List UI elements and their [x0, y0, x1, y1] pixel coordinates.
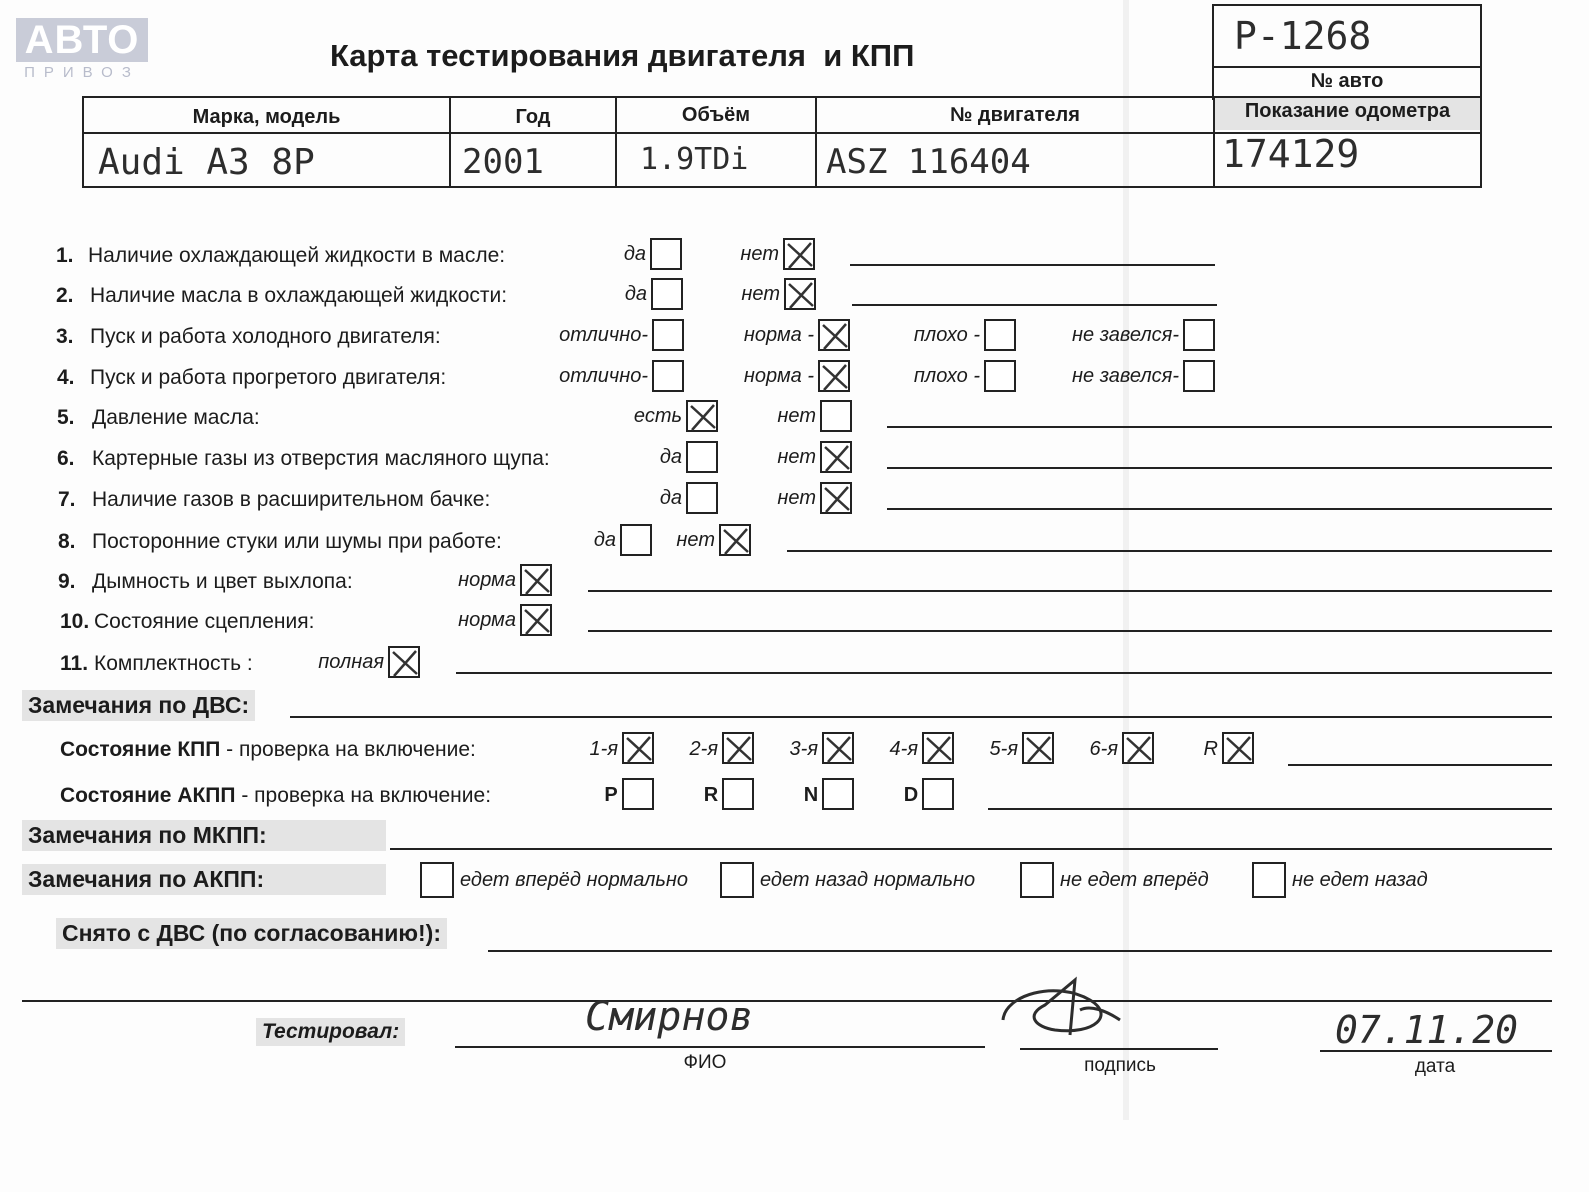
- akpp-gear-label: N: [803, 784, 819, 806]
- akpp-gear-checkbox[interactable]: [922, 778, 954, 810]
- akpp-remark-label: не едет назад: [1292, 869, 1428, 891]
- kpp-gear-label: 6-я: [1089, 738, 1118, 760]
- akpp-gear-checkbox[interactable]: [722, 778, 754, 810]
- akpp-check-label: [60, 784, 491, 808]
- answer-line: [887, 508, 1552, 510]
- removed-line: [488, 950, 1552, 952]
- option-label: да: [659, 487, 682, 509]
- option-label: нет: [777, 487, 816, 509]
- question-text: Наличие охлаждающей жидкости в масле:: [88, 244, 506, 267]
- option-checkbox[interactable]: [652, 360, 684, 392]
- akpp-remark-checkbox[interactable]: [720, 862, 754, 898]
- kpp-gear-checkbox[interactable]: [1122, 732, 1154, 764]
- question-number: 11.: [60, 652, 89, 675]
- kpp-line: [1288, 764, 1552, 766]
- question-text: Наличие газов в расширительном бачке:: [92, 488, 491, 511]
- question-text: Комплектность :: [94, 652, 253, 675]
- akpp-gear-label: D: [903, 784, 919, 806]
- akpp-remark-checkbox[interactable]: [1020, 862, 1054, 898]
- answer-line: [887, 467, 1552, 469]
- question-text: Наличие масла в охлаждающей жидкости:: [90, 284, 508, 307]
- option-checkbox[interactable]: [520, 564, 552, 596]
- option-label: полная: [318, 651, 384, 673]
- option-checkbox[interactable]: [784, 278, 816, 310]
- akpp-gear-label: R: [703, 784, 719, 806]
- date-label: дата: [1414, 1056, 1456, 1077]
- option-label: есть: [633, 405, 682, 427]
- answer-line: [588, 590, 1552, 592]
- question-number: 9.: [58, 570, 76, 593]
- option-label: не завелся-: [1072, 324, 1179, 346]
- kpp-gear-checkbox[interactable]: [922, 732, 954, 764]
- question-text: Пуск и работа прогретого двигателя:: [90, 366, 447, 389]
- kpp-gear-label: R: [1203, 738, 1218, 760]
- option-checkbox[interactable]: [719, 524, 751, 556]
- brand-logo: АВТО: [16, 18, 148, 62]
- remarks-mkpp-label: Замечания по МКПП:: [22, 820, 386, 851]
- akpp-remark-label: не едет вперёд: [1060, 869, 1209, 891]
- akpp-remark-checkbox[interactable]: [1252, 862, 1286, 898]
- option-checkbox[interactable]: [820, 441, 852, 473]
- remarks-dvs-line: [290, 716, 1552, 718]
- option-label: нет: [777, 446, 816, 468]
- value-volume: 1.9TDi: [640, 142, 749, 177]
- question-number: 6.: [57, 447, 75, 470]
- tested-by-label: Тестировал:: [256, 1018, 405, 1046]
- header-col-volume: Объём: [681, 104, 751, 126]
- option-checkbox[interactable]: [686, 441, 718, 473]
- option-label: плохо -: [913, 365, 980, 387]
- auto-number-value: P-1268: [1234, 14, 1372, 58]
- vehicle-info-table: [82, 96, 1482, 188]
- option-label: нет: [741, 283, 780, 305]
- option-checkbox[interactable]: [820, 482, 852, 514]
- header-col-model: Марка, модель: [192, 106, 341, 128]
- header-col-year: Год: [515, 106, 551, 128]
- date-line: [1320, 1050, 1552, 1052]
- option-label: да: [623, 243, 646, 265]
- kpp-gear-label: 4-я: [889, 738, 918, 760]
- option-label: норма -: [743, 365, 814, 387]
- akpp-check-label-bold: Состояние АКПП: [60, 784, 236, 807]
- akpp-remark-label: едет назад нормально: [760, 869, 976, 891]
- question-text: Состояние сцепления:: [94, 610, 315, 633]
- kpp-check-label: [60, 738, 476, 762]
- akpp-line: [988, 808, 1552, 810]
- option-label: норма -: [743, 324, 814, 346]
- kpp-gear-checkbox[interactable]: [622, 732, 654, 764]
- kpp-check-label-bold: Состояние КПП: [60, 738, 221, 761]
- option-checkbox[interactable]: [783, 238, 815, 270]
- option-checkbox[interactable]: [652, 319, 684, 351]
- akpp-remark-label: едет вперёд нормально: [460, 869, 689, 891]
- kpp-gear-label: 2-я: [689, 738, 718, 760]
- question-number: 5.: [57, 406, 75, 429]
- question-text: Дымность и цвет выхлопа:: [92, 570, 353, 593]
- answer-line: [588, 630, 1552, 632]
- question-number: 1.: [56, 244, 74, 267]
- question-text: Посторонние стуки или шумы при работе:: [92, 530, 502, 553]
- option-label: да: [593, 529, 616, 551]
- value-engine-number: ASZ 116404: [826, 142, 1031, 182]
- akpp-remark-checkbox[interactable]: [420, 862, 454, 898]
- kpp-check-label-rest: - проверка на включение:: [220, 738, 476, 761]
- option-label: отлично-: [559, 324, 648, 346]
- signature-scribble: [995, 975, 1135, 1045]
- option-checkbox[interactable]: [1183, 360, 1215, 392]
- option-checkbox[interactable]: [820, 400, 852, 432]
- auto-number-label: № авто: [1310, 70, 1384, 92]
- footer-separator: [22, 1000, 1552, 1002]
- fio-handwritten: Смирнов: [585, 994, 754, 1040]
- option-label: отлично-: [559, 365, 648, 387]
- option-label: плохо -: [913, 324, 980, 346]
- option-label: да: [659, 446, 682, 468]
- question-number: 8.: [58, 530, 76, 553]
- option-checkbox[interactable]: [650, 238, 682, 270]
- kpp-gear-checkbox[interactable]: [1222, 732, 1254, 764]
- option-checkbox[interactable]: [686, 482, 718, 514]
- option-checkbox[interactable]: [686, 400, 718, 432]
- option-label: нет: [676, 529, 715, 551]
- signature-label: подпись: [1084, 1055, 1156, 1076]
- option-label: норма: [458, 609, 516, 631]
- option-label: нет: [777, 405, 816, 427]
- auto-number-box: [1212, 4, 1482, 100]
- signature-line: [1020, 1048, 1218, 1050]
- question-text: Давление масла:: [92, 406, 260, 429]
- header-col-odometer: Показание одометра: [1244, 100, 1451, 122]
- akpp-gear-checkbox[interactable]: [622, 778, 654, 810]
- brand-logo-sub: ПРИВОЗ: [24, 64, 140, 81]
- page-title: Карта тестирования двигателя и КПП: [330, 38, 915, 73]
- option-label: норма: [458, 569, 516, 591]
- remarks-akpp-label: Замечания по АКПП:: [22, 864, 386, 895]
- option-label: нет: [740, 243, 779, 265]
- removed-from-dvs-label: Снято с ДВС (по согласованию!):: [56, 918, 447, 949]
- answer-line: [850, 264, 1215, 266]
- fio-line: [455, 1046, 985, 1048]
- option-checkbox[interactable]: [818, 360, 850, 392]
- kpp-gear-label: 5-я: [989, 738, 1018, 760]
- option-checkbox[interactable]: [818, 319, 850, 351]
- header-col-engine-number: № двигателя: [950, 104, 1080, 126]
- remarks-dvs-label: Замечания по ДВС:: [22, 690, 255, 721]
- question-text: Пуск и работа холодного двигателя:: [90, 325, 441, 348]
- question-number: 3.: [56, 325, 74, 348]
- akpp-check-label-rest: - проверка на включение:: [235, 784, 492, 807]
- value-model: Audi A3 8P: [98, 142, 315, 183]
- question-number: 7.: [58, 488, 76, 511]
- akpp-gear-checkbox[interactable]: [822, 778, 854, 810]
- fio-label: ФИО: [683, 1052, 727, 1073]
- value-odometer: 174129: [1222, 132, 1360, 176]
- akpp-gear-label: P: [604, 784, 618, 806]
- kpp-gear-checkbox[interactable]: [722, 732, 754, 764]
- option-checkbox[interactable]: [984, 319, 1016, 351]
- remarks-mkpp-line: [390, 848, 1552, 850]
- answer-line: [456, 672, 1552, 674]
- kpp-gear-checkbox[interactable]: [1022, 732, 1054, 764]
- option-label: не завелся-: [1072, 365, 1179, 387]
- answer-line: [787, 550, 1552, 552]
- question-text: Картерные газы из отверстия масляного щупа:: [92, 447, 550, 470]
- kpp-gear-label: 3-я: [789, 738, 818, 760]
- option-checkbox[interactable]: [651, 278, 683, 310]
- option-checkbox[interactable]: [984, 360, 1016, 392]
- value-year: 2001: [462, 142, 544, 182]
- option-label: да: [624, 283, 647, 305]
- kpp-gear-label: 1-я: [589, 738, 618, 760]
- question-number: 10.: [60, 610, 90, 633]
- option-checkbox[interactable]: [1183, 319, 1215, 351]
- option-checkbox[interactable]: [388, 646, 420, 678]
- kpp-gear-checkbox[interactable]: [822, 732, 854, 764]
- option-checkbox[interactable]: [520, 604, 552, 636]
- date-handwritten: 07.11.20: [1335, 1008, 1519, 1052]
- question-number: 2.: [56, 284, 74, 307]
- question-number: 4.: [57, 366, 75, 389]
- answer-line: [887, 426, 1552, 428]
- answer-line: [852, 304, 1217, 306]
